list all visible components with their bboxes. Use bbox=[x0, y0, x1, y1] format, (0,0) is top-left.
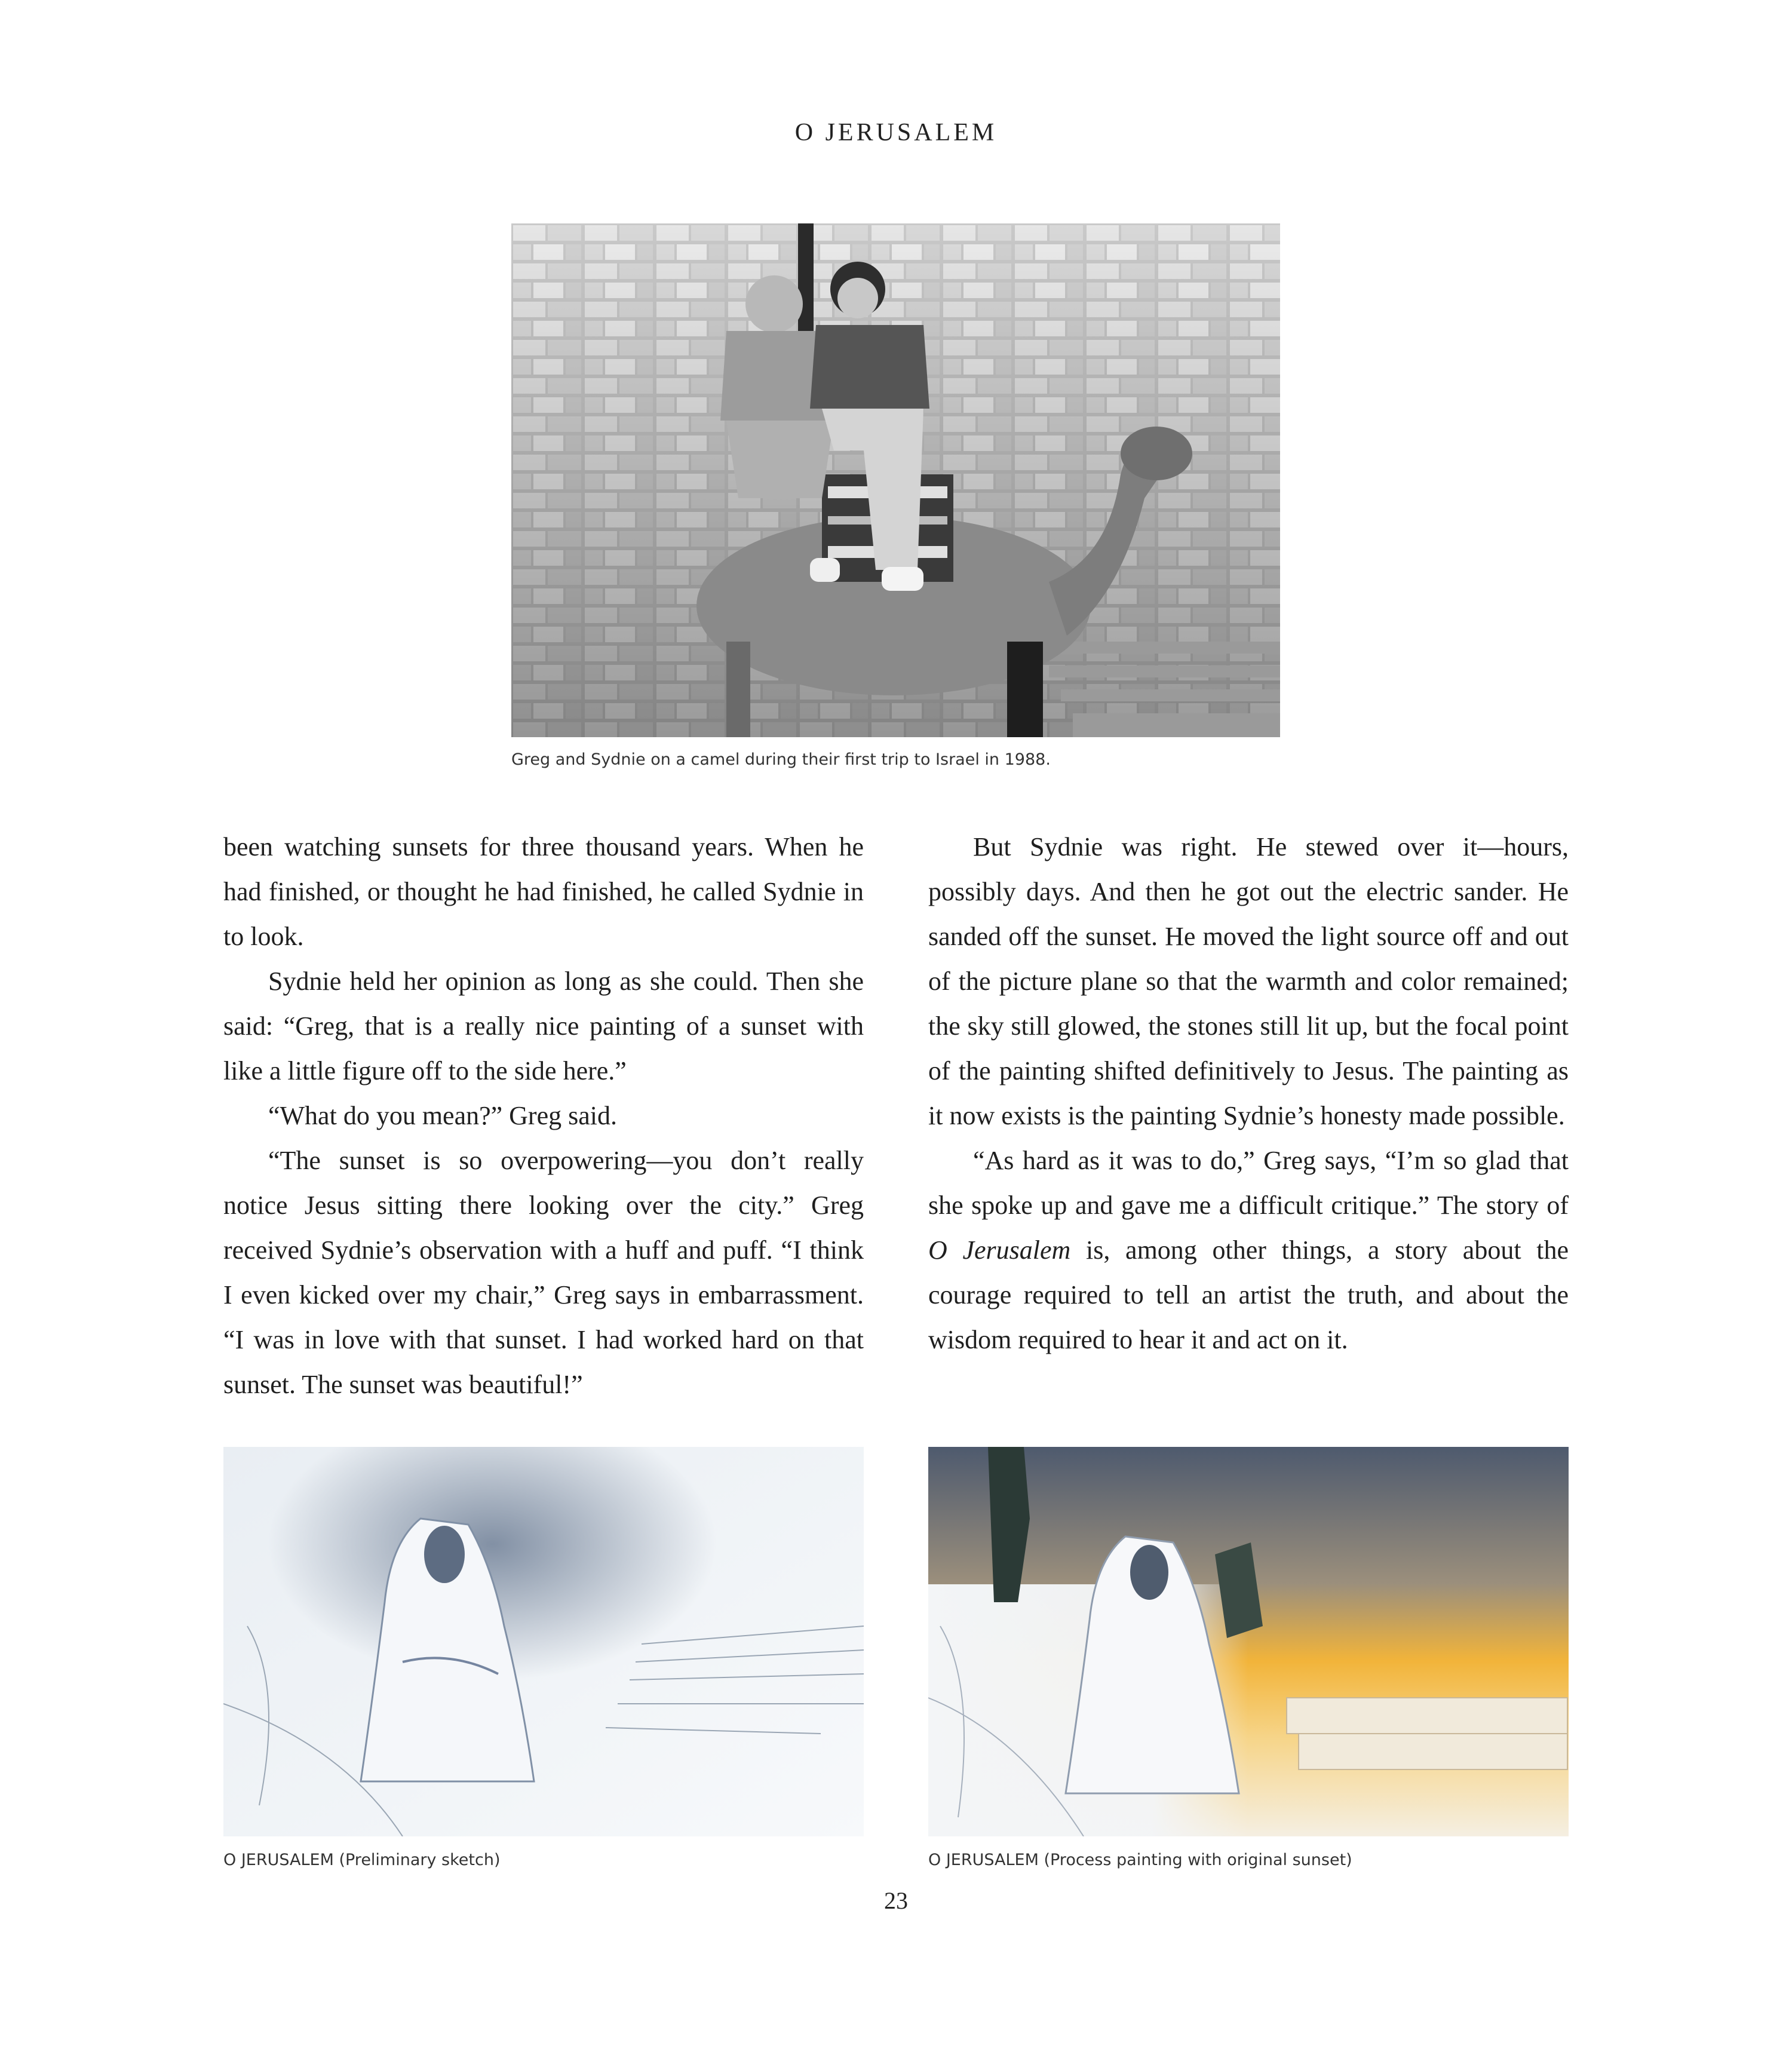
right-text-column bbox=[928, 824, 1569, 1362]
paragraph-text: is, among other things, a story about the courage required to tell an artist the truth, and about the wisdom required to hear it and act on it. bbox=[928, 1235, 1569, 1354]
photo-caption: Greg and Sydnie on a camel during their first trip to Israel in 1988. bbox=[511, 750, 1051, 769]
paragraph: been watching sunsets for three thousand years. When he had finished, or thought he had finished, he called Sydnie in to look. bbox=[223, 832, 864, 951]
process-painting-artwork bbox=[928, 1447, 1569, 1836]
paragraph bbox=[928, 1138, 1569, 1362]
camel-photo bbox=[511, 223, 1280, 737]
paragraph: But Sydnie was right. He stewed over it—hours, possibly days. And then he got out the electric sander. He sanded off the sunset. He moved the light source off and out of the picture plane so that the warmth and color remained; the sky still glowed, the stones still lit up, but the focal point of the painting shifted definitively to Jesus. The painting as it now exists is the painting Sydnie’s honesty made possible. bbox=[928, 832, 1569, 1130]
painting-caption: O JERUSALEM (Process painting with original sunset) bbox=[928, 1851, 1352, 1869]
sketch-caption: O JERUSALEM (Preliminary sketch) bbox=[223, 1851, 501, 1869]
sketch-artwork bbox=[223, 1447, 864, 1836]
artwork-title: O Jerusalem bbox=[928, 1235, 1071, 1265]
paragraph: “What do you mean?” Greg said. bbox=[268, 1101, 617, 1130]
left-text-column bbox=[223, 824, 864, 1407]
page-number: 23 bbox=[884, 1887, 908, 1914]
paragraph-text: “As hard as it was to do,” Greg says, “I’m so glad that she spoke up and gave me a difficult critique.” The story of bbox=[928, 1146, 1569, 1220]
paragraph: “The sunset is so overpowering—you don’t really notice Jesus sitting there looking over the city.” Greg received Sydnie’s observation with a huff and puff. “I think I even kicked over my chair,” Greg says in embarrassment. “I was in love with that sunset. I had worked hard on that sunset. The sunset was beautiful!” bbox=[223, 1146, 864, 1399]
running-head: O JERUSALEM bbox=[794, 119, 998, 146]
paragraph: Sydnie held her opinion as long as she could. Then she said: “Greg, that is a really nice painting of a sunset with like a little figure off to the side here.” bbox=[223, 967, 864, 1085]
